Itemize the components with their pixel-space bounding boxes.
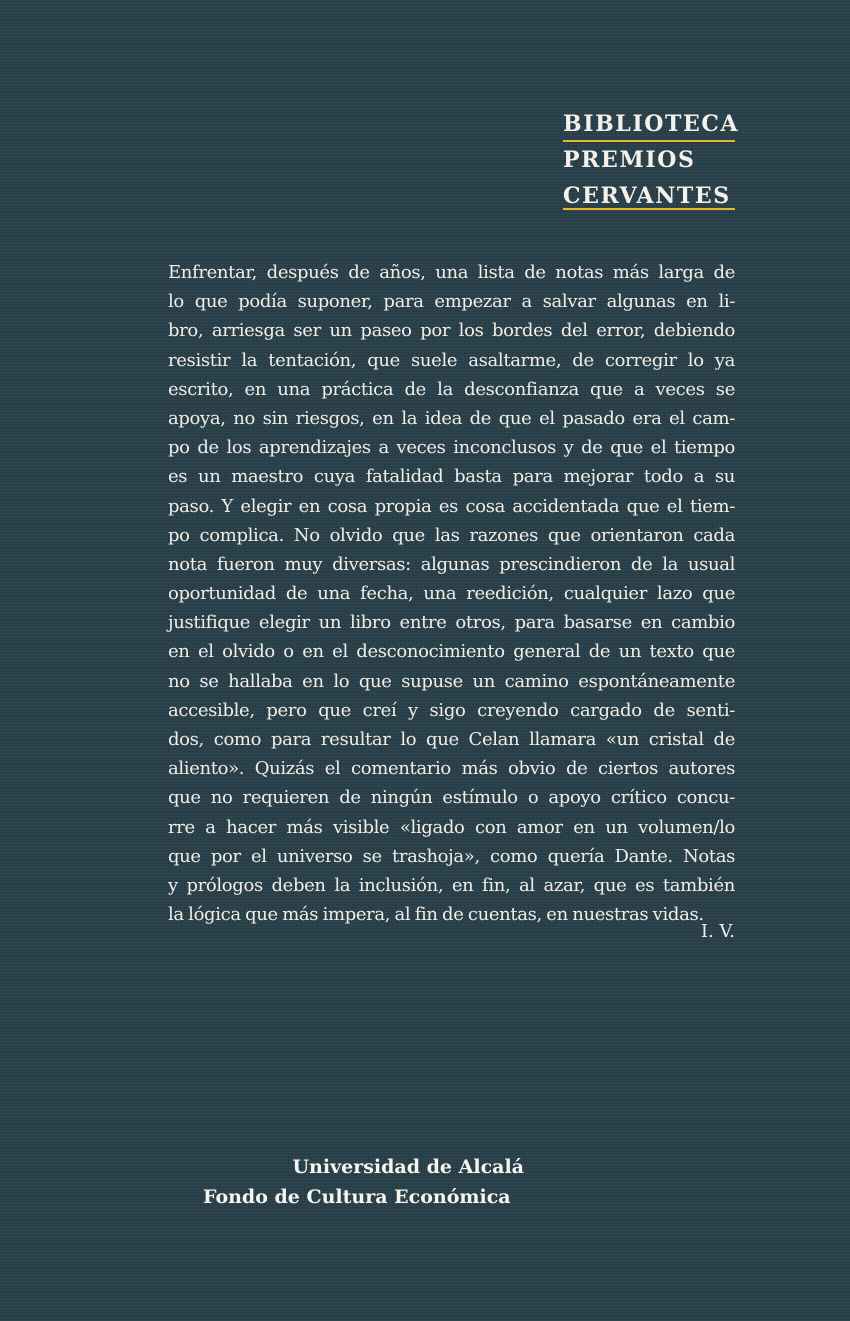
blurb-line: y prólogos deben la inclusión, en fin, al azar, que es también <box>168 874 735 896</box>
blurb-line: apoya, no sin riesgos, en la idea de que el pasado era el cam- <box>168 407 735 429</box>
publisher-university: Universidad de Alcalá <box>292 1156 524 1178</box>
blurb-line: nota fueron muy diversas: algunas prescindieron de la usual <box>168 553 735 575</box>
publishers <box>203 1152 543 1212</box>
blurb-line: escrito, en una práctica de la desconfianza que a veces se <box>168 378 735 400</box>
blurb-line: rre a hacer más visible «ligado con amor en un volumen/lo <box>168 816 735 838</box>
blurb-line: accesible, pero que creí y sigo creyendo cargado de senti- <box>168 699 735 721</box>
blurb-line: no se hallaba en lo que supuse un camino espontáneamente <box>168 670 735 692</box>
blurb-line: es un maestro cuya fatalidad basta para mejorar todo a su <box>168 466 735 488</box>
blurb-line: Enfrentar, después de años, una lista de notas más larga de <box>168 262 735 283</box>
blurb-line: bro, arriesga ser un paseo por los bordes del error, debiendo <box>168 320 735 342</box>
blurb-line: que no requieren de ningún estímulo o apoyo crítico concu- <box>168 787 735 809</box>
blurb-line: lo que podía suponer, para empezar a salvar algunas en li- <box>168 291 735 313</box>
blurb-line: oportunidad de una fecha, una reedición, cualquier lazo que <box>168 583 735 605</box>
blurb-line: paso. Y elegir en cosa propia es cosa accidentada que el tiem- <box>168 495 735 517</box>
blurb-line: resistir la tentación, que suele asaltarme, de corregir lo ya <box>168 349 735 371</box>
blurb-line: la lógica que más impera, al fin de cuentas, en nuestras vidas. <box>168 904 704 926</box>
blurb-line: justifique elegir un libro entre otros, para basarse en cambio <box>168 612 735 634</box>
author-initials: I. V. <box>700 921 735 942</box>
publisher-fondo: Fondo de Cultura Económica <box>203 1186 511 1208</box>
collection-line-3: CERVANTES <box>563 183 731 209</box>
collection-line-1: BIBLIOTECA <box>563 111 740 137</box>
blurb-line: aliento». Quizás el comentario más obvio de ciertos autores <box>168 758 735 780</box>
blurb-line: po complica. No olvido que las razones que orientaron cada <box>168 524 735 546</box>
blurb-line: en el olvido o en el desconocimiento general de un texto que <box>168 641 735 663</box>
collection-line-2: PREMIOS <box>563 147 696 173</box>
blurb-line: que por el universo se trashoja», como quería Dante. Notas <box>168 845 735 867</box>
blurb-line: dos, como para resultar lo que Celan llamara «un cristal de <box>168 729 735 750</box>
blurb-text <box>168 258 735 929</box>
collection-logo <box>563 106 740 214</box>
blurb-line: po de los aprendizajes a veces inconclusos y de que el tiempo <box>168 437 735 459</box>
